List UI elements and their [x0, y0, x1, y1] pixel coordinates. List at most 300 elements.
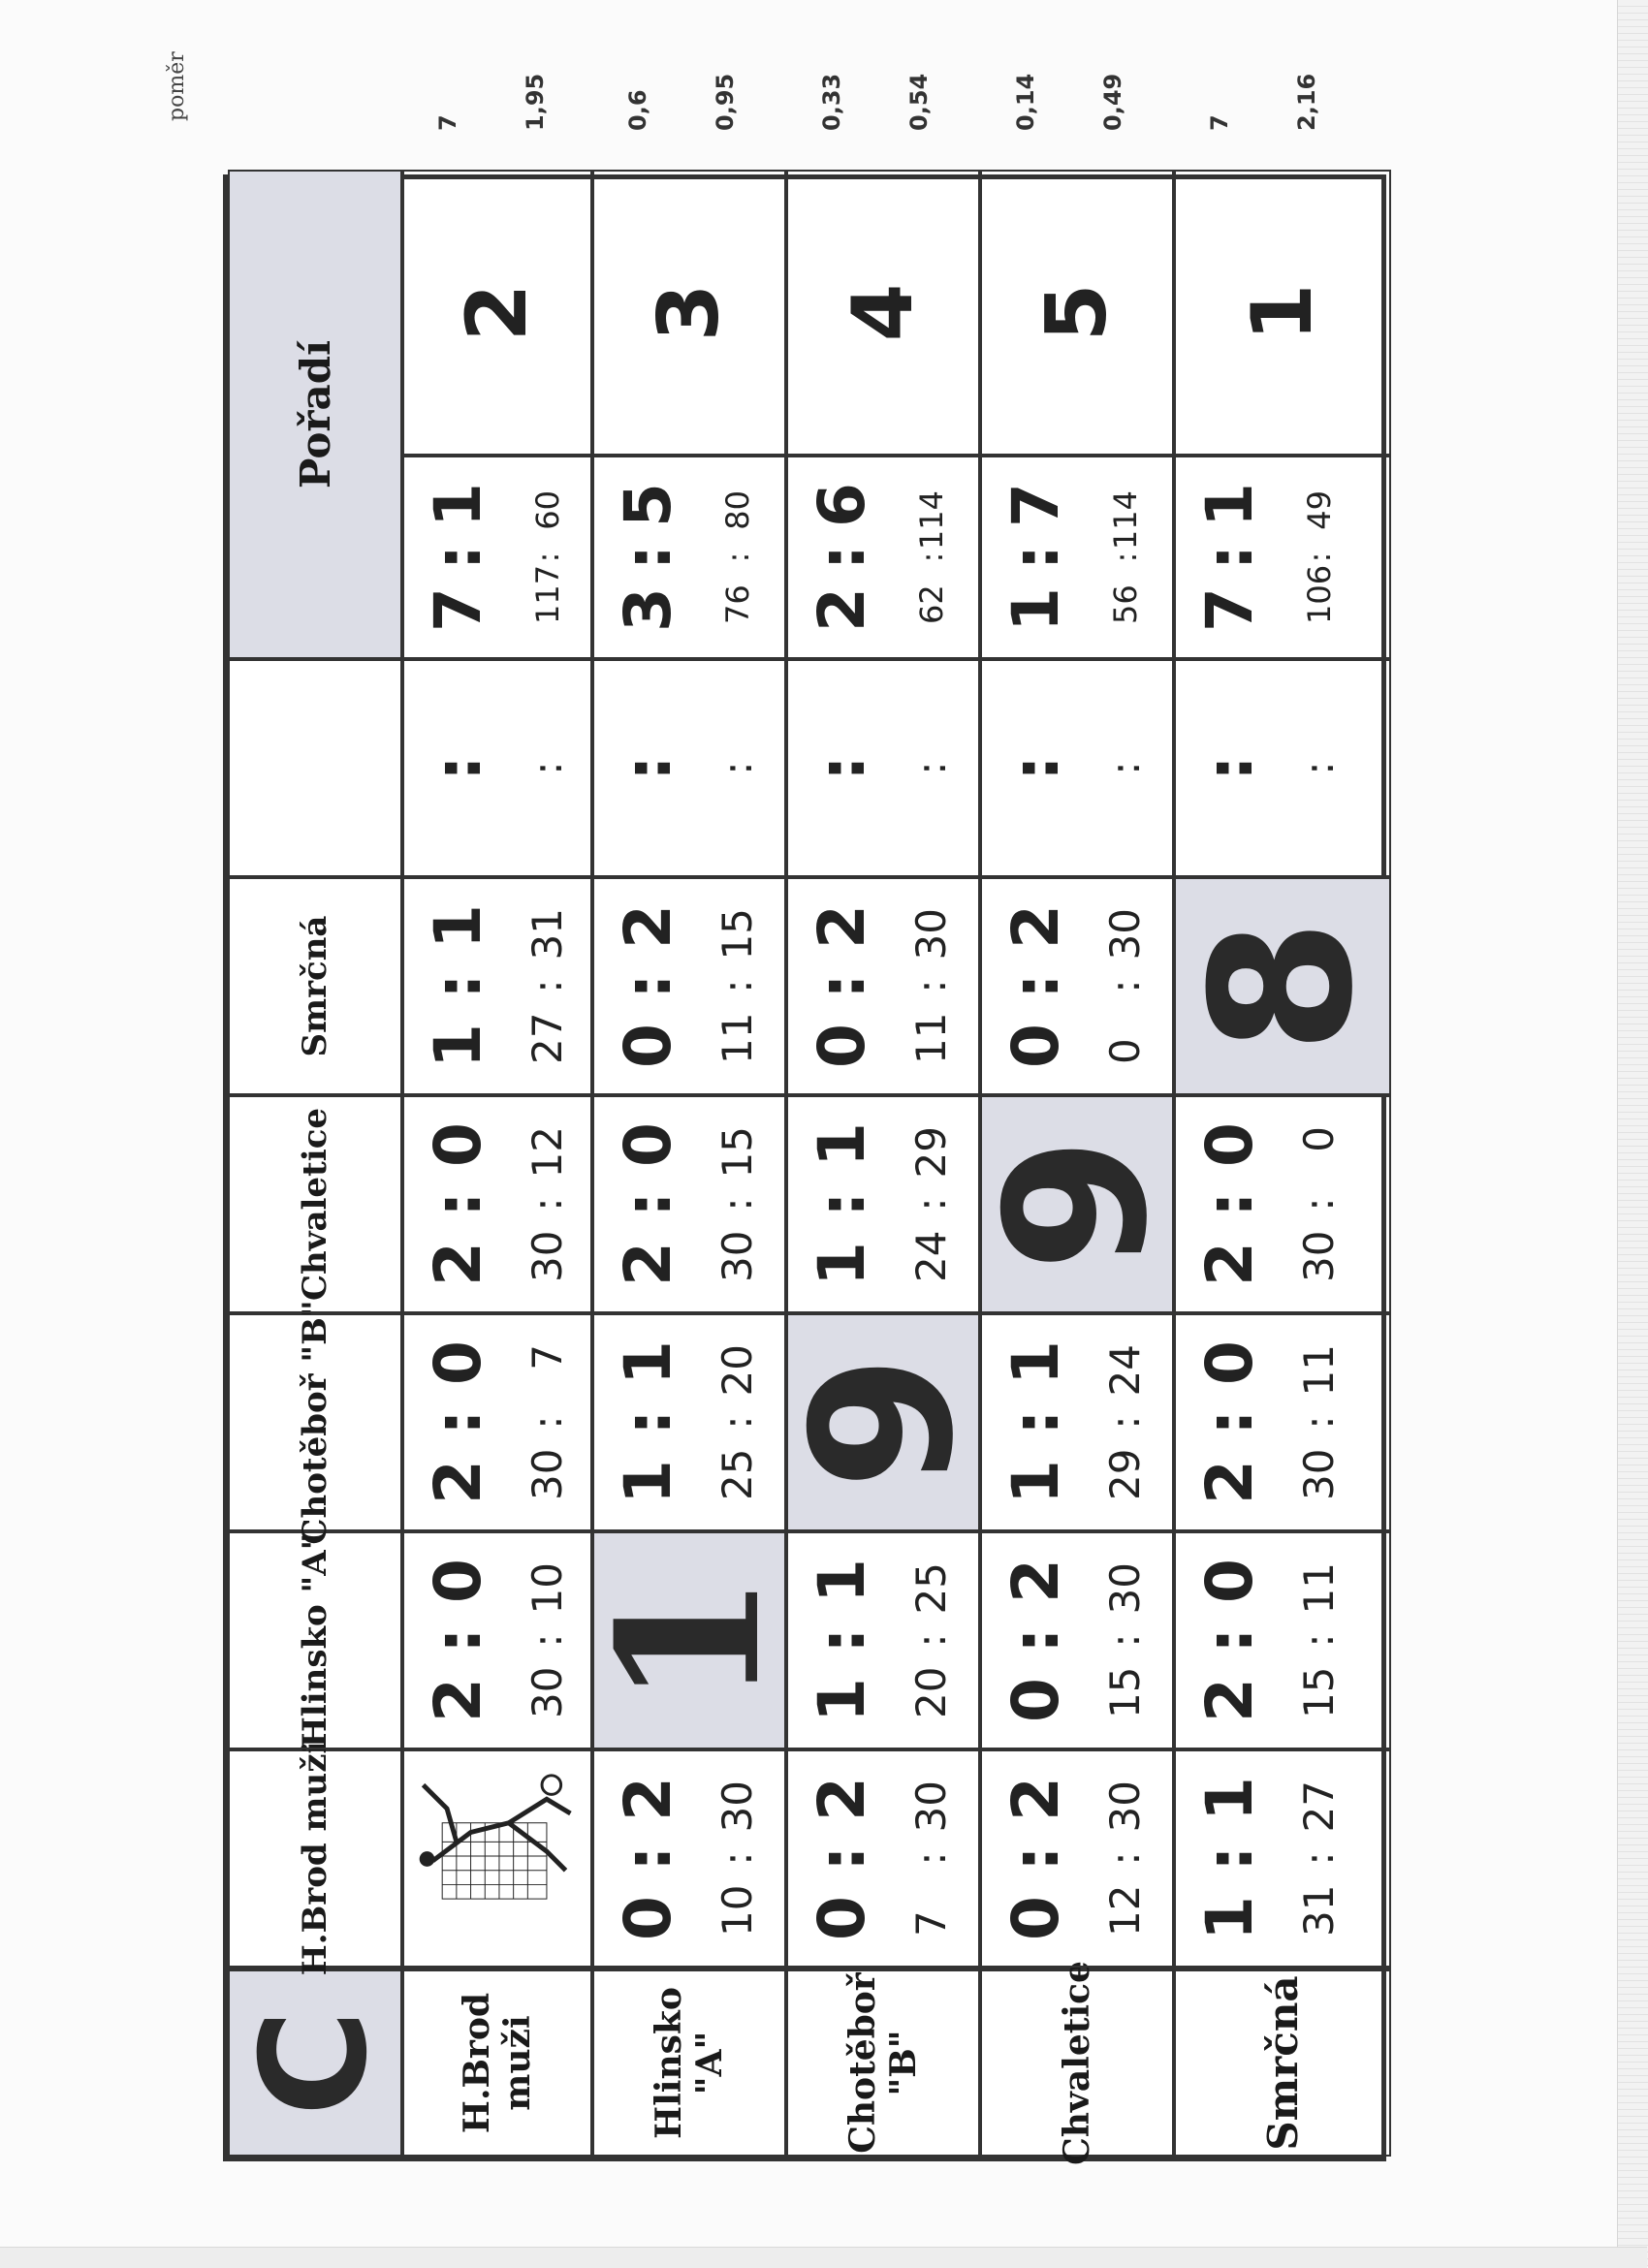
rank-cell: [1174, 170, 1391, 456]
column-header: [228, 1095, 402, 1313]
set-score: [412, 1533, 505, 1748]
score-away: 1: [421, 483, 495, 527]
score-separator: :: [1295, 1851, 1343, 1866]
set-score: [990, 1315, 1083, 1529]
score-separator: :: [998, 973, 1073, 999]
score-separator: :: [1192, 1409, 1267, 1435]
score-home: 2: [611, 1242, 685, 1286]
score-home: 1: [421, 1024, 495, 1068]
set-score: [990, 1751, 1083, 1966]
score-separator: :: [998, 1409, 1073, 1435]
score-away: 2: [611, 904, 685, 949]
empty-result-cell: [980, 659, 1174, 877]
score-separator: :: [1192, 1845, 1267, 1872]
score-home: 7: [421, 587, 495, 632]
point-score: [1284, 457, 1354, 657]
score-home: 1: [611, 1460, 685, 1504]
score-away: 11: [1295, 1344, 1343, 1397]
score-home: [513, 775, 583, 846]
score-separator: :: [1295, 1633, 1343, 1648]
total-score-cell: [402, 456, 592, 659]
score-separator: :: [421, 544, 495, 571]
point-score: [1284, 661, 1354, 875]
score-separator: :: [805, 544, 879, 571]
set-score: [1184, 1097, 1277, 1311]
score-home: 27: [523, 1012, 571, 1064]
row-team-name: [1174, 1968, 1391, 2157]
rank-header: [228, 170, 402, 659]
match-result-cell: [980, 1749, 1174, 1968]
empty-result-cell: [786, 659, 980, 877]
set-score: [412, 1097, 505, 1311]
rank-cell: [402, 170, 592, 456]
score-separator: :: [719, 551, 756, 563]
point-score: [513, 1097, 583, 1311]
score-separator: :: [611, 1191, 685, 1217]
score-home: 0: [998, 1024, 1073, 1068]
score-separator: :: [421, 755, 495, 781]
score-separator: :: [1101, 1415, 1149, 1430]
rank-header-label: Pořadí: [291, 339, 339, 489]
score-separator: :: [998, 1845, 1073, 1872]
set-score: [796, 457, 889, 657]
score-separator: :: [998, 1627, 1073, 1654]
set-score: [796, 661, 889, 875]
ratio-sets: 0,33: [818, 73, 845, 131]
score-separator: :: [907, 1633, 955, 1648]
row-team-label: Smrčná: [1258, 1975, 1307, 2151]
score-home: [1284, 775, 1354, 846]
score-separator: :: [523, 1633, 571, 1648]
score-away: 1: [421, 904, 495, 949]
match-result-cell: [786, 1749, 980, 1968]
score-away: [990, 686, 1083, 755]
score-away: 12: [523, 1126, 571, 1179]
score-home: 0: [998, 1678, 1073, 1722]
rank-number: 4: [835, 283, 932, 342]
empty-column-header: [228, 659, 402, 877]
score-away: 30: [907, 908, 955, 961]
score-away: 0: [1295, 1126, 1343, 1152]
score-separator: :: [805, 1627, 879, 1654]
row-team-name: [786, 1968, 980, 2157]
score-home: 15: [1101, 1666, 1149, 1718]
score-away: 11: [1295, 1562, 1343, 1615]
score-home: 2: [421, 1242, 495, 1286]
point-score: [513, 457, 583, 657]
total-score-cell: [592, 456, 786, 659]
diagonal-number: 9: [964, 1136, 1190, 1273]
score-away: [1284, 690, 1354, 761]
point-score: [703, 1097, 773, 1311]
set-score: [1184, 661, 1277, 875]
score-separator: :: [713, 1851, 761, 1866]
set-score: [412, 457, 505, 657]
score-home: 0: [805, 1024, 879, 1068]
score-away: [897, 690, 967, 761]
point-score: [1091, 457, 1160, 657]
match-result-cell: [592, 1095, 786, 1313]
set-score: [412, 661, 505, 875]
set-score: [796, 1751, 889, 1966]
score-away: 0: [1192, 1559, 1267, 1603]
diagonal-cell: [770, 1313, 997, 1531]
score-home: 2: [805, 587, 879, 632]
score-away: [703, 690, 773, 761]
results-table: [223, 174, 1396, 2165]
score-separator: :: [805, 755, 879, 781]
match-result-cell: [402, 1313, 592, 1531]
score-home: [990, 781, 1083, 850]
score-home: 7: [1192, 587, 1267, 632]
match-result-cell: [1174, 1749, 1391, 1968]
point-score: [1284, 1315, 1354, 1529]
score-away: 49: [1301, 490, 1338, 530]
match-result-cell: [1174, 1313, 1391, 1531]
rank-cell: [786, 170, 980, 456]
score-away: 0: [1192, 1122, 1267, 1167]
score-separator: :: [611, 1409, 685, 1435]
set-score: [412, 1315, 505, 1529]
score-separator: :: [1295, 1197, 1343, 1212]
point-score: [513, 879, 583, 1093]
score-away: 30: [1101, 1780, 1149, 1833]
score-home: 10: [713, 1884, 761, 1937]
set-score: [796, 879, 889, 1093]
row-team-name: [592, 1968, 786, 2157]
match-result-cell: [402, 877, 592, 1095]
volleyball-player-icon: [404, 1751, 590, 1966]
column-header: [228, 1300, 402, 1545]
score-home: 11: [907, 1012, 955, 1064]
score-separator: :: [713, 1197, 761, 1212]
score-away: 0: [1192, 1340, 1267, 1385]
score-home: 2: [421, 1460, 495, 1504]
score-separator: :: [1101, 1851, 1149, 1866]
score-away: 30: [1101, 1562, 1149, 1615]
score-home: 1: [805, 1242, 879, 1286]
score-away: 2: [611, 1777, 685, 1821]
score-home: 7: [907, 1910, 955, 1937]
column-header-label: Chotěboř "B": [296, 1300, 334, 1545]
score-away: 25: [907, 1562, 955, 1615]
score-separator: :: [913, 551, 950, 563]
score-separator: :: [998, 544, 1073, 571]
score-home: 24: [907, 1230, 955, 1282]
score-away: 0: [611, 1122, 685, 1167]
score-home: 3: [611, 587, 685, 632]
score-away: 114: [913, 490, 950, 551]
score-away: 0: [421, 1559, 495, 1603]
match-result-cell: [592, 1749, 786, 1968]
page-edge: [1617, 0, 1648, 2267]
set-score: [990, 879, 1083, 1093]
point-score: [1284, 1751, 1354, 1966]
score-away: 7: [523, 1344, 571, 1370]
score-away: 2: [998, 904, 1073, 949]
score-home: 31: [1295, 1884, 1343, 1937]
score-separator: :: [523, 1197, 571, 1212]
score-separator: :: [1107, 551, 1144, 563]
score-away: 2: [998, 1559, 1073, 1603]
score-separator: :: [523, 1415, 571, 1430]
score-home: 2: [1192, 1242, 1267, 1286]
score-away: 27: [1295, 1780, 1343, 1833]
column-header-label: H.Brod muži: [296, 1741, 334, 1976]
match-result-cell: [402, 1531, 592, 1749]
score-home: 0: [805, 1896, 879, 1940]
score-separator: :: [713, 761, 761, 775]
score-home: 29: [1101, 1448, 1149, 1500]
set-score: [602, 661, 695, 875]
column-header: [228, 1531, 402, 1749]
row-team-label: H.Brod muži: [457, 1992, 538, 2134]
total-score-cell: [980, 456, 1174, 659]
point-score: [897, 879, 967, 1093]
ratio-points: 0,49: [1099, 73, 1126, 131]
score-separator: :: [1295, 1415, 1343, 1430]
score-separator: :: [805, 973, 879, 999]
group-letter: C: [231, 2009, 399, 2117]
total-score-cell: [786, 456, 980, 659]
score-home: 0: [611, 1896, 685, 1940]
match-result-cell: [592, 1313, 786, 1531]
point-score: [703, 1315, 773, 1529]
score-home: 106: [1301, 564, 1338, 624]
point-score: [703, 879, 773, 1093]
score-home: [703, 775, 773, 846]
score-home: 2: [421, 1678, 495, 1722]
row-team-name: [980, 1961, 1174, 2165]
match-result-cell: [980, 1531, 1174, 1749]
diagonal-cell: [1169, 877, 1396, 1095]
set-score: [990, 661, 1083, 875]
score-away: 0: [421, 1122, 495, 1167]
point-score: [513, 1315, 583, 1529]
point-score: [1091, 661, 1160, 875]
score-away: 31: [523, 908, 571, 961]
logo-cell: [402, 1749, 592, 1968]
match-result-cell: [980, 877, 1174, 1095]
score-home: [897, 775, 967, 846]
set-score: [602, 1315, 695, 1529]
score-home: 30: [523, 1666, 571, 1718]
score-away: [796, 686, 889, 755]
score-separator: :: [421, 1191, 495, 1217]
ratio-sets: 0,14: [1012, 73, 1039, 131]
score-away: 2: [998, 1777, 1073, 1821]
score-home: 2: [1192, 1460, 1267, 1504]
score-home: 2: [1192, 1678, 1267, 1722]
score-separator: :: [421, 973, 495, 999]
score-home: [412, 781, 505, 850]
score-home: 117: [529, 564, 566, 624]
column-header: [228, 877, 402, 1095]
point-score: [897, 661, 967, 875]
point-score: [703, 457, 773, 657]
score-away: 24: [1101, 1344, 1149, 1397]
score-separator: :: [1192, 1191, 1267, 1217]
ratio-header: poměr: [165, 51, 189, 121]
point-score: [897, 1533, 967, 1748]
point-score: [1091, 1533, 1160, 1748]
score-away: 1: [998, 1340, 1073, 1385]
score-away: [412, 686, 505, 755]
score-home: 56: [1107, 584, 1144, 624]
rank-number: 2: [449, 283, 546, 342]
point-score: [1284, 1533, 1354, 1748]
score-away: 1: [805, 1559, 879, 1603]
point-score: [703, 1751, 773, 1966]
point-score: [897, 1097, 967, 1311]
point-score: [1091, 879, 1160, 1093]
score-separator: :: [529, 551, 566, 563]
score-separator: :: [907, 979, 955, 993]
point-score: [897, 457, 967, 657]
diagonal-number: 1: [575, 1572, 804, 1709]
diagonal-cell: [964, 1095, 1190, 1313]
column-header-label: Chvaletice: [296, 1107, 334, 1302]
score-separator: :: [523, 979, 571, 993]
group-corner: [228, 1968, 402, 2157]
point-score: [1091, 1751, 1160, 1966]
set-score: [990, 457, 1083, 657]
match-result-cell: [402, 1095, 592, 1313]
score-away: 1: [1192, 1777, 1267, 1821]
row-team-label: Chvaletice: [1057, 1961, 1097, 2165]
score-away: 6: [805, 483, 879, 527]
score-separator: :: [1101, 979, 1149, 993]
set-score: [412, 879, 505, 1093]
rank-cell: [592, 170, 786, 456]
score-away: 7: [998, 483, 1073, 527]
score-away: 1: [1192, 483, 1267, 527]
total-score-cell: [1174, 456, 1391, 659]
score-away: [1091, 690, 1160, 761]
score-away: 1: [611, 1340, 685, 1385]
score-home: 25: [713, 1448, 761, 1500]
row-team-label: Chotěboř "B": [842, 1972, 924, 2154]
empty-result-cell: [402, 659, 592, 877]
score-separator: :: [1192, 1627, 1267, 1654]
set-score: [602, 1751, 695, 1966]
score-home: [796, 781, 889, 850]
score-home: 1: [805, 1678, 879, 1722]
score-home: 1: [998, 1460, 1073, 1504]
score-home: 30: [713, 1230, 761, 1282]
score-away: [1184, 686, 1277, 755]
score-away: [602, 686, 695, 755]
score-separator: :: [907, 1197, 955, 1212]
column-header-label: Smrčná: [296, 915, 334, 1057]
set-score: [1184, 1533, 1277, 1748]
set-score: [602, 1097, 695, 1311]
score-home: 30: [1295, 1448, 1343, 1500]
score-home: 1: [1192, 1896, 1267, 1940]
empty-result-cell: [592, 659, 786, 877]
score-separator: :: [907, 1851, 955, 1866]
score-separator: :: [611, 973, 685, 999]
column-header: [228, 1741, 402, 1976]
point-score: [1284, 1097, 1354, 1311]
score-separator: :: [907, 761, 955, 775]
score-away: 2: [805, 1777, 879, 1821]
point-score: [1091, 1315, 1160, 1529]
score-separator: :: [611, 544, 685, 571]
set-score: [990, 1533, 1083, 1748]
score-home: 12: [1101, 1884, 1149, 1937]
row-team-name: [402, 1968, 592, 2157]
score-home: 0: [1101, 1038, 1149, 1064]
score-home: 30: [1295, 1230, 1343, 1282]
score-away: 15: [713, 1126, 761, 1179]
empty-result-cell: [1174, 659, 1391, 877]
score-away: 15: [713, 908, 761, 961]
match-result-cell: [786, 877, 980, 1095]
score-home: 30: [523, 1230, 571, 1282]
set-score: [796, 1533, 889, 1748]
point-score: [513, 1533, 583, 1748]
score-away: 29: [907, 1126, 955, 1179]
score-home: [1091, 775, 1160, 846]
column-header-label: Hlinsko "A": [296, 1532, 334, 1748]
score-home: 76: [719, 584, 756, 624]
point-score: [703, 661, 773, 875]
score-home: 0: [998, 1896, 1073, 1940]
score-separator: :: [1192, 755, 1267, 781]
score-home: 15: [1295, 1666, 1343, 1718]
rank-number: 3: [641, 283, 738, 342]
score-separator: :: [1301, 551, 1338, 563]
match-result-cell: [1174, 1095, 1391, 1313]
score-separator: :: [421, 1409, 495, 1435]
score-home: [1184, 781, 1277, 850]
diagonal-number: 9: [770, 1354, 997, 1491]
score-away: 30: [907, 1780, 955, 1833]
score-away: 1: [805, 1122, 879, 1167]
score-away: 30: [713, 1780, 761, 1833]
score-separator: :: [805, 1191, 879, 1217]
score-away: 114: [1107, 490, 1144, 551]
score-away: 5: [611, 483, 685, 527]
score-home: 0: [611, 1024, 685, 1068]
score-separator: :: [611, 1845, 685, 1872]
match-result-cell: [592, 877, 786, 1095]
score-away: 20: [713, 1344, 761, 1397]
set-score: [1184, 457, 1277, 657]
score-away: 80: [719, 490, 756, 530]
page-bottom-edge: [0, 2247, 1647, 2268]
diagonal-number: 8: [1169, 918, 1396, 1055]
score-separator: :: [713, 1415, 761, 1430]
ratio-sets: 7: [1206, 114, 1233, 131]
ratio-points: 1,95: [522, 73, 549, 131]
score-separator: :: [1192, 544, 1267, 571]
diagonal-cell: [575, 1531, 804, 1749]
score-home: 62: [913, 584, 950, 624]
row-team-label: Hlinsko "A": [649, 1987, 730, 2139]
point-score: [897, 1751, 967, 1966]
point-score: [513, 661, 583, 875]
rank-number: 5: [1029, 283, 1125, 342]
set-score: [796, 1097, 889, 1311]
score-home: 1: [998, 587, 1073, 632]
score-away: 2: [805, 904, 879, 949]
score-home: [602, 781, 695, 850]
match-result-cell: [980, 1313, 1174, 1531]
score-home: 11: [713, 1012, 761, 1064]
score-away: 60: [529, 490, 566, 530]
